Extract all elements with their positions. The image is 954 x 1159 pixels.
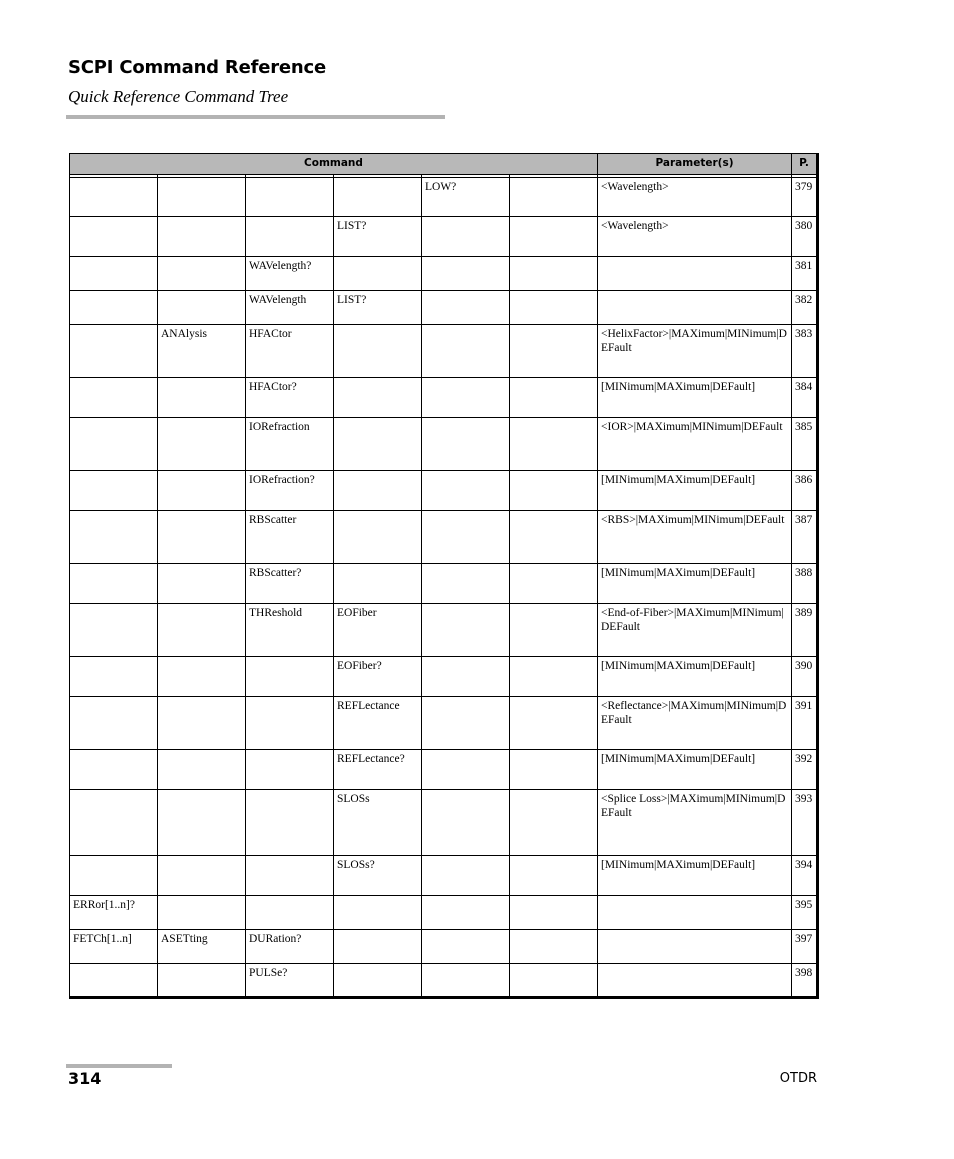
command-header: Command (70, 154, 598, 175)
command-level-4-cell: LIST? (334, 217, 422, 257)
page-cell: 398 (792, 964, 818, 998)
command-level-2-cell (158, 856, 246, 896)
command-level-2-cell (158, 564, 246, 604)
command-level-1-cell (70, 257, 158, 291)
command-level-1-cell (70, 325, 158, 378)
parameter-cell: <Wavelength> (598, 217, 792, 257)
table-row (70, 471, 818, 511)
parameter-cell: [MINimum|MAXimum|DEFault] (598, 657, 792, 697)
page-cell: 379 (792, 178, 818, 217)
command-level-3-cell: RBScatter (246, 511, 334, 564)
parameter-cell: [MINimum|MAXimum|DEFault] (598, 378, 792, 418)
command-level-2-cell (158, 418, 246, 471)
command-level-5-cell (422, 257, 510, 291)
page-cell: 381 (792, 257, 818, 291)
command-level-6-cell (510, 790, 598, 856)
command-tree-table (69, 153, 819, 999)
command-level-2-cell (158, 291, 246, 325)
command-level-6-cell (510, 657, 598, 697)
page-cell: 388 (792, 564, 818, 604)
command-level-5-cell (422, 697, 510, 750)
command-level-2-cell (158, 964, 246, 998)
command-level-4-cell: EOFiber (334, 604, 422, 657)
command-level-3-cell (246, 750, 334, 790)
parameter-cell: <IOR>|MAXimum|MINimum|DEFault (598, 418, 792, 471)
command-level-6-cell (510, 604, 598, 657)
command-level-2-cell (158, 604, 246, 657)
command-level-5-cell (422, 291, 510, 325)
command-level-1-cell (70, 790, 158, 856)
parameter-cell: [MINimum|MAXimum|DEFault] (598, 856, 792, 896)
command-level-2-cell (158, 657, 246, 697)
command-level-5-cell (422, 511, 510, 564)
command-level-5-cell (422, 964, 510, 998)
command-level-1-cell (70, 964, 158, 998)
table-row (70, 604, 818, 657)
parameter-cell: <End-of-Fiber>|MAXimum|MINimum|DEFault (598, 604, 792, 657)
command-level-6-cell (510, 856, 598, 896)
page-cell: 392 (792, 750, 818, 790)
command-level-2-cell (158, 471, 246, 511)
command-level-4-cell (334, 418, 422, 471)
command-level-4-cell: EOFiber? (334, 657, 422, 697)
table-row (70, 657, 818, 697)
command-level-1-cell (70, 697, 158, 750)
parameter-cell: <Reflectance>|MAXimum|MINimum|DEFault (598, 697, 792, 750)
table-row (70, 964, 818, 998)
table-row (70, 257, 818, 291)
command-level-6-cell (510, 964, 598, 998)
command-level-2-cell (158, 511, 246, 564)
page-cell: 397 (792, 930, 818, 964)
page-cell: 395 (792, 896, 818, 930)
table-row (70, 325, 818, 378)
command-level-1-cell: ERRor[1..n]? (70, 896, 158, 930)
command-level-6-cell (510, 564, 598, 604)
table-header-row (70, 154, 818, 175)
command-level-5-cell (422, 750, 510, 790)
footer-rule (66, 1064, 172, 1068)
table-row (70, 896, 818, 930)
command-level-5-cell (422, 418, 510, 471)
command-level-4-cell (334, 964, 422, 998)
page-cell: 382 (792, 291, 818, 325)
table-row (70, 750, 818, 790)
command-level-3-cell: IORefraction? (246, 471, 334, 511)
command-level-2-cell (158, 697, 246, 750)
command-level-3-cell: IORefraction (246, 418, 334, 471)
command-level-6-cell (510, 418, 598, 471)
table-row (70, 697, 818, 750)
command-level-5-cell (422, 604, 510, 657)
command-level-4-cell: REFLectance (334, 697, 422, 750)
command-level-5-cell (422, 790, 510, 856)
table-row (70, 856, 818, 896)
command-level-3-cell: HFACtor (246, 325, 334, 378)
command-level-1-cell (70, 856, 158, 896)
command-level-3-cell (246, 657, 334, 697)
page-subtitle: Quick Reference Command Tree (68, 87, 289, 106)
parameter-cell (598, 257, 792, 291)
command-level-4-cell (334, 930, 422, 964)
command-level-1-cell (70, 511, 158, 564)
command-level-6-cell (510, 178, 598, 217)
command-level-6-cell (510, 257, 598, 291)
page-title: SCPI Command Reference (68, 57, 327, 78)
command-level-3-cell (246, 790, 334, 856)
command-level-6-cell (510, 217, 598, 257)
command-level-3-cell (246, 896, 334, 930)
command-level-2-cell (158, 257, 246, 291)
table-row (70, 418, 818, 471)
command-level-2-cell (158, 790, 246, 856)
command-level-2-cell (158, 217, 246, 257)
command-level-1-cell (70, 604, 158, 657)
command-level-4-cell: REFLectance? (334, 750, 422, 790)
table-row (70, 790, 818, 856)
command-level-6-cell (510, 471, 598, 511)
table-row (70, 564, 818, 604)
command-level-4-cell (334, 564, 422, 604)
parameter-cell: <Wavelength> (598, 178, 792, 217)
page-cell: 383 (792, 325, 818, 378)
table-row (70, 178, 818, 217)
command-level-5-cell (422, 896, 510, 930)
command-level-5-cell (422, 217, 510, 257)
command-level-1-cell (70, 378, 158, 418)
command-level-6-cell (510, 750, 598, 790)
command-level-6-cell (510, 325, 598, 378)
command-level-3-cell: RBScatter? (246, 564, 334, 604)
command-level-2-cell: ASETting (158, 930, 246, 964)
command-level-5-cell (422, 856, 510, 896)
command-level-4-cell (334, 378, 422, 418)
command-level-6-cell (510, 896, 598, 930)
command-level-3-cell (246, 217, 334, 257)
parameter-cell: <Splice Loss>|MAXimum|MINimum|DEFault (598, 790, 792, 856)
command-level-1-cell (70, 657, 158, 697)
command-level-6-cell (510, 930, 598, 964)
command-level-4-cell (334, 471, 422, 511)
page-cell: 384 (792, 378, 818, 418)
command-level-3-cell: WAVelength? (246, 257, 334, 291)
parameter-cell: [MINimum|MAXimum|DEFault] (598, 564, 792, 604)
command-level-2-cell: ANAlysis (158, 325, 246, 378)
command-level-1-cell (70, 291, 158, 325)
parameter-cell (598, 930, 792, 964)
command-level-1-cell: FETCh[1..n] (70, 930, 158, 964)
command-level-4-cell (334, 257, 422, 291)
header-rule (66, 115, 445, 119)
table-row (70, 291, 818, 325)
command-level-4-cell (334, 896, 422, 930)
command-level-3-cell (246, 178, 334, 217)
page-cell: 386 (792, 471, 818, 511)
command-level-1-cell (70, 418, 158, 471)
command-level-6-cell (510, 378, 598, 418)
command-level-3-cell: WAVelength (246, 291, 334, 325)
page-cell: 380 (792, 217, 818, 257)
command-level-2-cell (158, 750, 246, 790)
command-level-3-cell: PULSe? (246, 964, 334, 998)
page-header: P. (792, 154, 818, 175)
command-level-4-cell (334, 511, 422, 564)
parameter-cell: <HelixFactor>|MAXimum|MINimum|DEFault (598, 325, 792, 378)
command-level-3-cell (246, 856, 334, 896)
command-level-4-cell: SLOSs? (334, 856, 422, 896)
page-cell: 385 (792, 418, 818, 471)
command-level-5-cell (422, 657, 510, 697)
command-level-4-cell: LIST? (334, 291, 422, 325)
command-level-4-cell (334, 178, 422, 217)
parameter-cell: <RBS>|MAXimum|MINimum|DEFault (598, 511, 792, 564)
command-level-1-cell (70, 750, 158, 790)
parameter-cell (598, 964, 792, 998)
page-number: 314 (68, 1069, 102, 1088)
page-cell: 391 (792, 697, 818, 750)
command-level-5-cell (422, 378, 510, 418)
command-level-5-cell (422, 564, 510, 604)
command-level-4-cell (334, 325, 422, 378)
table-row (70, 217, 818, 257)
command-level-3-cell: DURation? (246, 930, 334, 964)
command-level-6-cell (510, 291, 598, 325)
page-cell: 387 (792, 511, 818, 564)
command-level-2-cell (158, 378, 246, 418)
table-row (70, 930, 818, 964)
parameter-cell: [MINimum|MAXimum|DEFault] (598, 471, 792, 511)
parameter-cell: [MINimum|MAXimum|DEFault] (598, 750, 792, 790)
command-level-5-cell (422, 325, 510, 378)
command-level-1-cell (70, 217, 158, 257)
command-level-6-cell (510, 697, 598, 750)
table-row (70, 378, 818, 418)
command-level-2-cell (158, 896, 246, 930)
command-level-3-cell: THReshold (246, 604, 334, 657)
command-level-4-cell: SLOSs (334, 790, 422, 856)
command-level-5-cell (422, 930, 510, 964)
parameter-cell (598, 896, 792, 930)
command-level-1-cell (70, 471, 158, 511)
page-cell: 393 (792, 790, 818, 856)
command-level-6-cell (510, 511, 598, 564)
table-row (70, 511, 818, 564)
parameters-header: Parameter(s) (598, 154, 792, 175)
page-cell: 394 (792, 856, 818, 896)
parameter-cell (598, 291, 792, 325)
command-level-3-cell (246, 697, 334, 750)
command-level-2-cell (158, 178, 246, 217)
command-level-1-cell (70, 178, 158, 217)
command-level-1-cell (70, 564, 158, 604)
page-cell: 389 (792, 604, 818, 657)
command-level-5-cell (422, 471, 510, 511)
page-cell: 390 (792, 657, 818, 697)
product-name: OTDR (779, 1071, 817, 1086)
command-level-5-cell: LOW? (422, 178, 510, 217)
command-level-3-cell: HFACtor? (246, 378, 334, 418)
